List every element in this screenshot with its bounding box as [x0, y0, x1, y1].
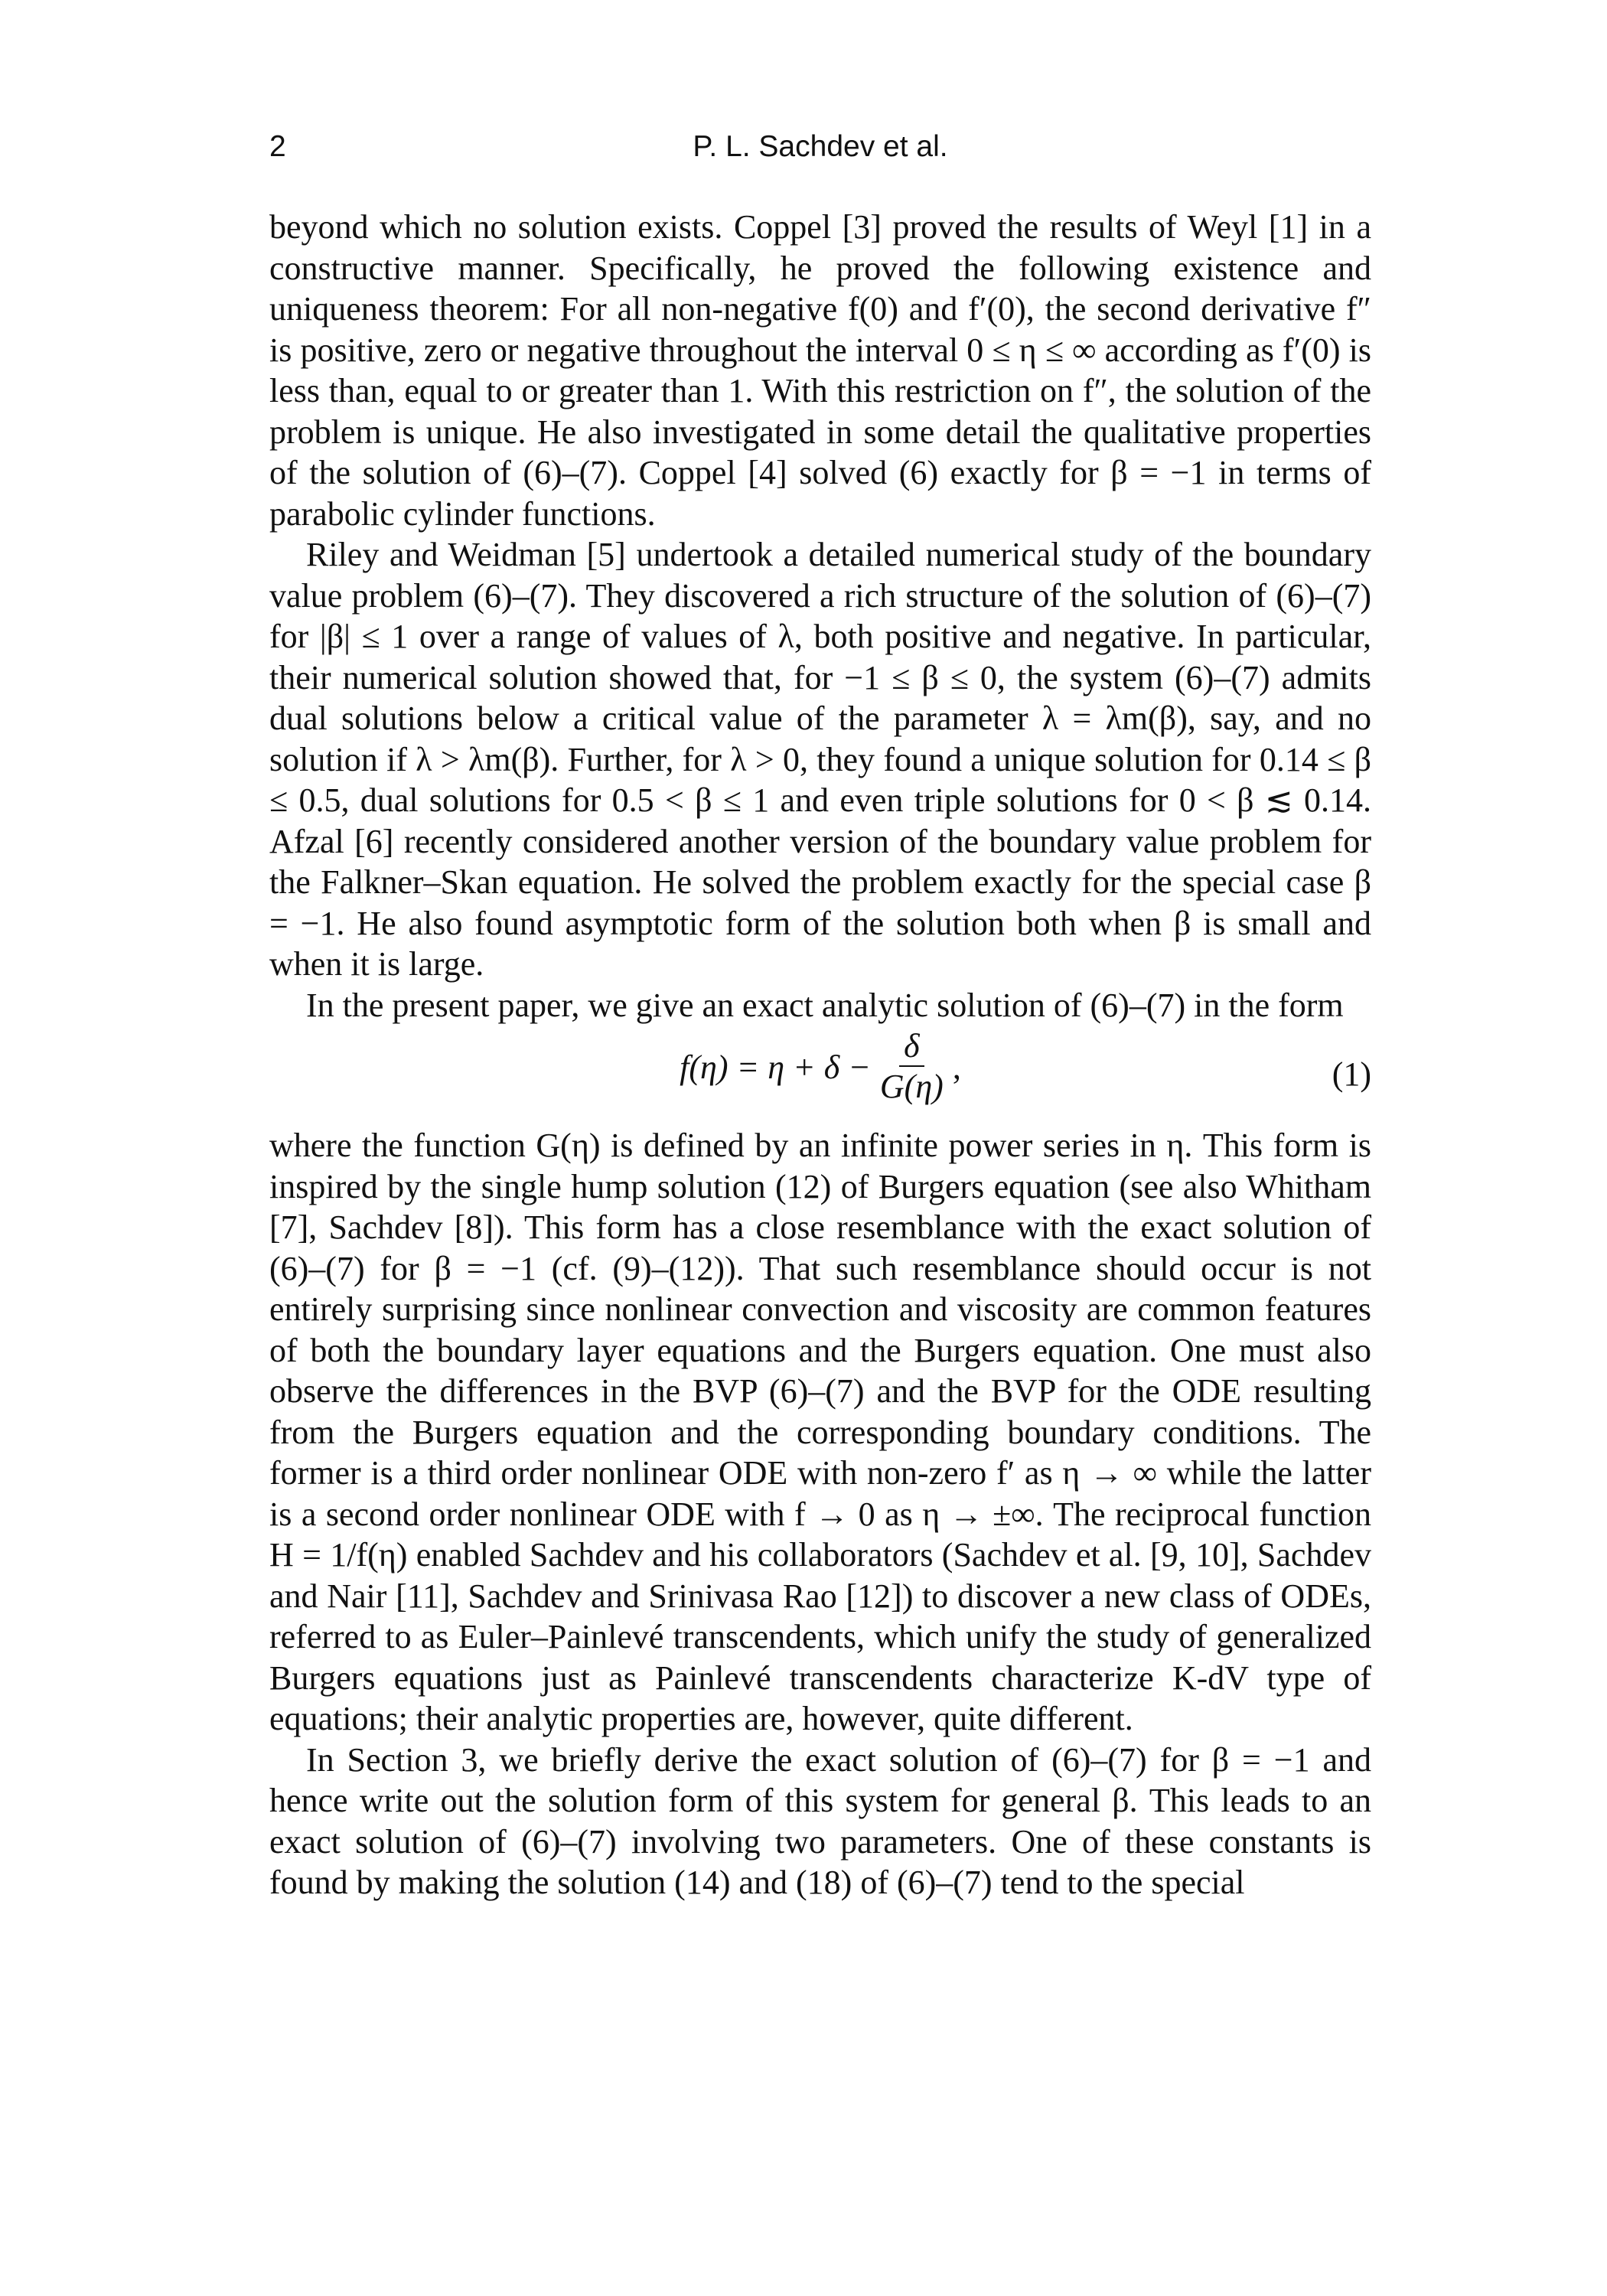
equation-1: [269, 1027, 1371, 1125]
equation-lhs: f(η) = η + δ −: [680, 1048, 871, 1086]
equation-denominator: G(η): [879, 1068, 944, 1105]
paragraph-4: where the function G(η) is defined by an infinite power series in η. This form is inspired by the single hump solution (12) of Burgers equation (see also Whitham [7], Sachdev [8]). This form has a close resemblance with the exact solution of (6)–(7) for β = −1 (cf. (9)–(12)). That such resemblance should occur is not entirely surprising since nonlinear convection and viscosity are common features of both the boundary layer equations and the Burgers equation. One must also observe the differences in the BVP (6)–(7) and the BVP for the ODE resulting from the Burgers equation and the corresponding boundary conditions. The former is a third order nonlinear ODE with non-zero f′ as η → ∞ while the latter is a second order nonlinear ODE with f → 0 as η → ±∞. The reciprocal function H = 1/f(η) enabled Sachdev and his collaborators (Sachdev et al. [9, 10], Sachdev and Nair [11], Sachdev and Srinivasa Rao [12]) to discover a new class of ODEs, referred to as Euler–Painlevé transcendents, which unify the study of generalized Burgers equations just as Painlevé transcendents characterize K-dV type of equations; their analytic properties are, however, quite different.: [269, 1127, 1371, 1737]
equation-number: (1): [1332, 1055, 1371, 1093]
page-header: [269, 130, 1371, 176]
paragraph-2: Riley and Weidman [5] undertook a detailed numerical study of the boundary value problem (6)–(7). They discovered a rich structure of the solution of (6)–(7) for |β| ≤ 1 over a range of values of λ, both positive and negative. In particular, their numerical solution showed that, for −1 ≤ β ≤ 0, the system (6)–(7) admits dual solutions below a critical value of the parameter λ = λm(β), say, and no solution if λ > λm(β). Further, for λ > 0, they found a unique solution for 0.14 ≤ β ≤ 0.5, dual solutions for 0.5 < β ≤ 1 and even triple solutions for 0 < β ≲ 0.14. Afzal [6] recently considered another version of the boundary value problem for the Falkner–Skan equation. He solved the problem exactly for the special case β = −1. He also found asymptotic form of the solution both when β is small and when it is large.: [269, 536, 1371, 983]
paragraph-5: In Section 3, we briefly derive the exact solution of (6)–(7) for β = −1 and hence write out the solution form of this system for general β. This leads to an exact solution of (6)–(7) involving two parameters. One of these constants is found by making the solution (14) and (18) of (6)–(7) tend to the special: [269, 1740, 1371, 1901]
equation-trailing: ,: [952, 1048, 961, 1086]
equation-fraction: [875, 1027, 948, 1107]
page: [269, 130, 1371, 1903]
paragraph-3: In the present paper, we give an exact analytic solution of (6)–(7) in the form: [306, 986, 1344, 1024]
equation-numerator: δ: [899, 1027, 924, 1067]
page-number: 2: [269, 130, 286, 163]
equation-body: [269, 1027, 1371, 1107]
body-text: [269, 207, 1371, 1903]
running-head: P. L. Sachdev et al.: [693, 130, 948, 163]
paragraph-1: beyond which no solution exists. Coppel [3] proved the results of Weyl [1] in a constructive manner. Specifically, he proved the following existence and uniqueness theorem: For all non-negative f(0) and f′(0), the second derivative f″ is positive, zero or negative throughout the interval 0 ≤ η ≤ ∞ according as f′(0) is less than, equal to or greater than 1. With this restriction on f″, the solution of the problem is unique. He also investigated in some detail the qualitative properties of the solution of (6)–(7). Coppel [4] solved (6) exactly for β = −1 in terms of parabolic cylinder functions.: [269, 208, 1371, 533]
